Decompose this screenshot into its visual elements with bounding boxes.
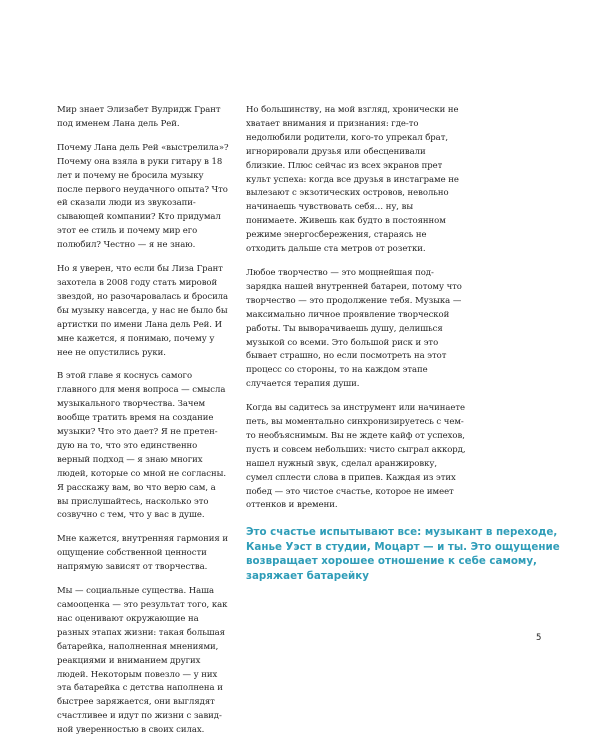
paragraph: В этой главе я коснусь самого главного для меня вопроса — смысла музыкального творчества. Зачем вообще тратить время на создание музыки? Что это дает? Я не претендую на то, что это единственно верный подход — я знаю многих людей, которые со мной не согласны. Я расскажу вам, во что верю сам, а вы прислушайтесь, насколько это созвучно с тем, что у вас в душе.: [57, 371, 227, 521]
paragraph: Мне кажется, внутренняя гармония и ощущение собственной ценности напрямую зависят от творчества.: [57, 534, 228, 573]
paragraph: Но большинству, на мой взгляд, хронически не хватает внимания и признания: где-то недолюбили родители, кого-то упрекал брат, игнорировали друзья или обесценивали близкие. Плюс сейчас из всех экранов прет культ успеха: когда все друзья в инстаграме не вылезают с экзотических островов, невольно начинаешь чувствовать себя… ну, вы понимаете. Живешь как будто в постоянном режиме энергосбережения, стараясь не отходить дальше ста метров от розетки.: [246, 105, 459, 255]
paragraph: Но я уверен, что если бы Лиза Грант захотела в 2008 году стать мировой звездой, но разочаровалась и бросила бы музыку навсегда, у нас не было бы артистки по имени Лана дель Рей. И мне кажется, я понимаю, почему у нее не опустились руки.: [57, 264, 229, 358]
paragraph: Почему Лана дель Рей «выстрелила»? Почему она взяла в руки гитару в 18 лет и почему не бросила музыку после первого неудачного опыта? Что ей сказали люди из звукозаписывающей компании? Кто придумал этот ее стиль и почему мир его полюбил? Честно — я не знаю.: [57, 142, 229, 251]
paragraph: Любое творчество — это мощнейшая подзарядка нашей внутренней батареи, потому что творчество — это продолжение тебя. Музыка — максимально личное проявление творческой работы. Ты выворачиваешь душу, делишься музыкой со всеми. Это большой риск и это бывает страшно, но если посмотреть на этот процесс со стороны, то на каждом этапе случается терапия души.: [246, 267, 462, 390]
left-column: [57, 104, 229, 748]
pull-quote: Это счастье испытывают все: музыкант в переходе, Канье Уэст в студии, Моцарт — и ты. Это ощущение возвращает хорошее отношение к себе самому, заряжает батарейку: [246, 526, 560, 582]
paragraph: Мы — социальные существа. Наша самооценка — это результат того, как нас оценивают окружающие на разных этапах жизни: такая большая батарейка, наполненная мнениями, реакциями и вниманием других людей. Некоторым повезло — у них эта батарейка с детства наполнена и быстрее заряжается, они выглядят счастливее и идут по жизни с завидной уверенностью в своих силах.: [57, 586, 228, 736]
paragraph: Когда вы садитесь за инструмент или начинаете петь, вы моментально синхронизируетесь с чем-то необъяснимым. Вы не ждете кайф от успехов, пусть и совсем небольших: чисто сыграл аккорд, нашел нужный звук, сделал аранжировку, сумел сплести слова в припев. Каждая из этих побед — это чистое счастье, которое не имеет оттенков и времени.: [246, 403, 466, 511]
right-column: [246, 104, 560, 583]
page-number: 5: [536, 633, 542, 643]
paragraph: Мир знает Элизабет Вулридж Грант под именем Лана дель Рей.: [57, 105, 221, 129]
